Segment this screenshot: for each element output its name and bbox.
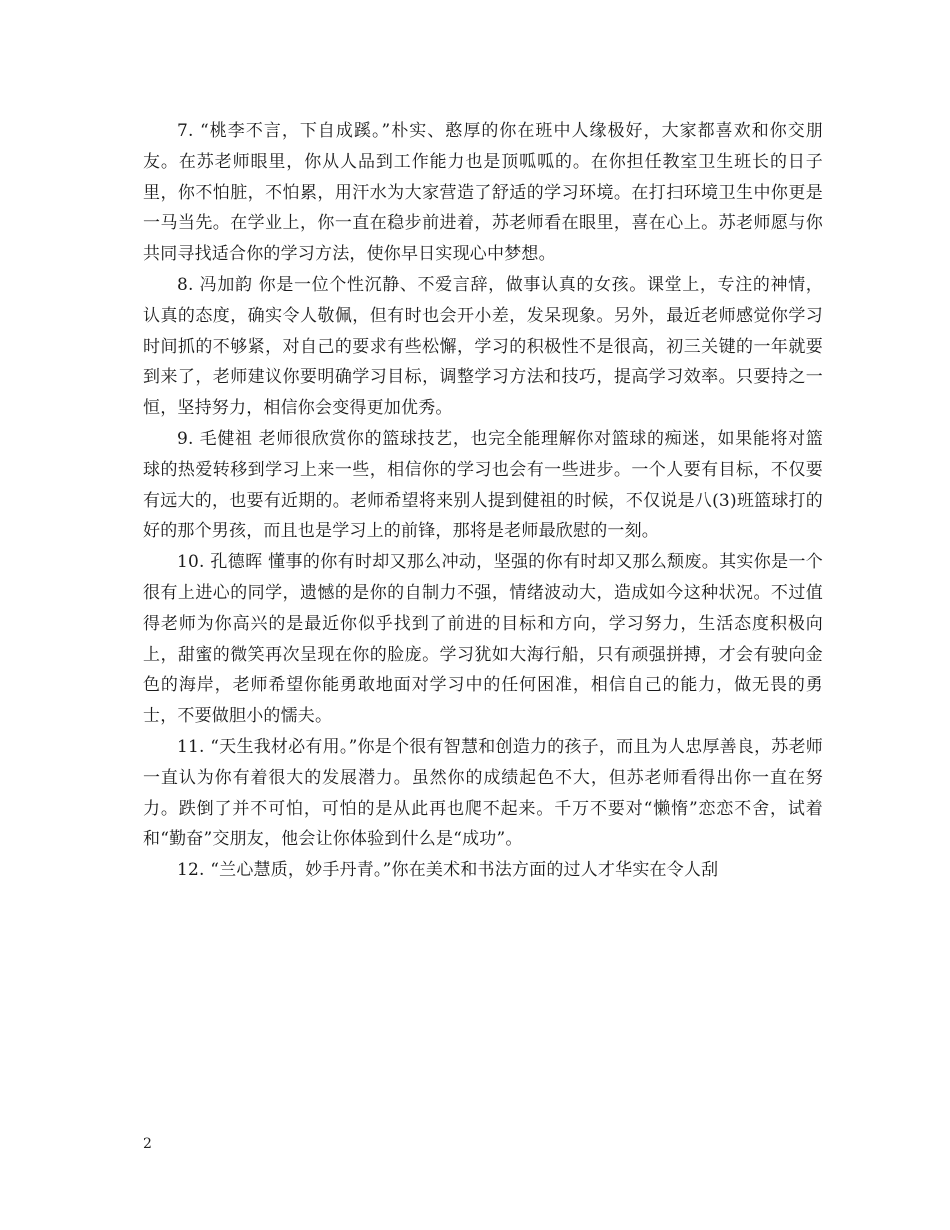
paragraph-comment-10: 10. 孔德晖 懂事的你有时却又那么冲动，坚强的你有时却又那么颓废。其实你是一个很有上进心的同学，遗憾的是你的自制力不强，情绪波动大，造成如今这种状况。不过值得老师为你高兴的是最近你似乎找到了前进的目标和方向，学习努力，生活态度积极向上，甜蜜的微笑再次呈现在你的脸庞。学习犹如大海行船，只有顽强拼搏，才会有驶向金色的海岸，老师希望你能勇敢地面对学习中的任何困准，相信自己的能力，做无畏的勇士，不要做胆小的懦夫。 <box>143 552 823 727</box>
paragraph-comment-11: 11. “天生我材必有用。”你是个很有智慧和创造力的孩子，而且为人忠厚善良，苏老师一直认为你有着很大的发展潜力。虽然你的成绩起色不大，但苏老师看得出你一直在努力。跌倒了并不可怕，可怕的是从此再也爬不起来。千万不要对“懒惰”恋恋不舍，试着和“勤奋”交朋友，他会让你体验到什么是“成功”。 <box>143 736 823 850</box>
paragraph-comment-12: 12. “兰心慧质，妙手丹青。”你在美术和书法方面的过人才华实在令人刮 <box>177 860 719 881</box>
paragraph-comment-7: 7. “桃李不言，下自成蹊。”朴实、憨厚的你在班中人缘极好，大家都喜欢和你交朋友。在苏老师眼里，你从人品到工作能力也是顶呱呱的。在你担任教室卫生班长的日子里，你不怕脏，不怕累，用汗水为大家营造了舒适的学习环境。在打扫环境卫生中你更是一马当先。在学业上，你一直在稳步前进着，苏老师看在眼里，喜在心上。苏老师愿与你共同寻找适合你的学习方法，使你早日实现心中梦想。 <box>143 121 823 265</box>
paragraph-comment-9: 9. 毛健祖 老师很欣赏你的篮球技艺，也完全能理解你对篮球的痴迷，如果能将对篮球的热爱转移到学习上来一些，相信你的学习也会有一些进步。一个人要有目标，不仅要有远大的，也要有近期的。老师希望将来别人提到健祖的时候，不仅说是八(3)班篮球打的好的那个男孩，而且也是学习上的前锋，那将是老师最欣慰的一刻。 <box>143 428 823 542</box>
document-body <box>143 116 823 886</box>
paragraph-comment-8: 8. 冯加韵 你是一位个性沉静、不爱言辞，做事认真的女孩。课堂上，专注的神情，认真的态度，确实令人敬佩，但有时也会开小差，发呆现象。另外，最近老师感觉你学习时间抓的不够紧，对自己的要求有些松懈，学习的积极性不是很高，初三关键的一年就要到来了，老师建议你要明确学习目标，调整学习方法和技巧，提高学习效率。只要持之一恒，坚持努力，相信你会变得更加优秀。 <box>143 274 823 419</box>
page-number: 2 <box>143 1136 152 1152</box>
